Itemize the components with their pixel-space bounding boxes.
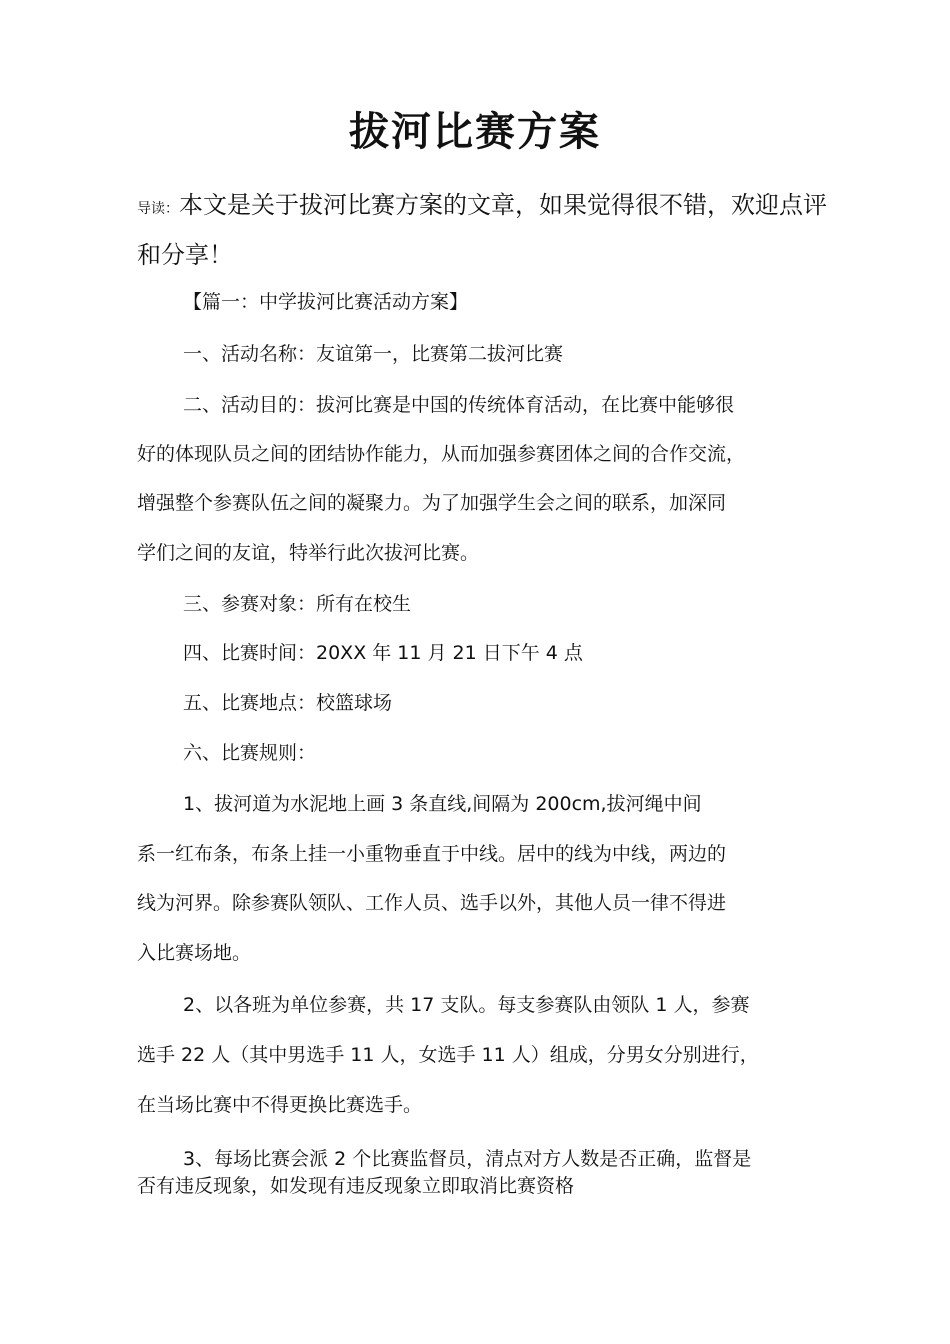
text-line: 好的体现队员之间的团结协作能力，从而加强参赛团体之间的合作交流， — [137, 443, 746, 465]
text-line: 学们之间的友谊，特举行此次拔河比赛。 — [137, 542, 480, 564]
text-line: 一、活动名称：友谊第一，比赛第二拔河比赛 — [183, 343, 564, 365]
text-line: 二、活动目的：拔河比赛是中国的传统体育活动，在比赛中能够很 — [183, 394, 735, 416]
text-line: 选手 22 人（其中男选手 11 人，女选手 11 人）组成，分男女分别进行， — [137, 1044, 759, 1066]
text-line: 1、拔河道为水泥地上画 3 条直线,间隔为 200cm,拔河绳中间 — [183, 793, 702, 815]
text-line: 线为河界。除参赛队领队、工作人员、选手以外，其他人员一律不得进 — [137, 892, 727, 914]
text-line: 否有违反现象，如发现有违反现象立即取消比赛资格 — [137, 1175, 575, 1197]
text-line: 四、比赛时间：20XX 年 11 月 21 日下午 4 点 — [183, 642, 583, 664]
intro-paragraph — [137, 182, 827, 278]
intro-text: 本文是关于拔河比赛方案的文章，如果觉得很不错，欢迎点评和分享！ — [137, 191, 827, 269]
section-heading: 【篇一：中学拔河比赛活动方案】 — [183, 291, 469, 313]
text-line: 六、比赛规则： — [183, 742, 317, 764]
text-line: 在当场比赛中不得更换比赛选手。 — [137, 1094, 423, 1116]
intro-lead: 导读： — [137, 201, 179, 217]
document-title: 拔河比赛方案 — [349, 109, 601, 155]
text-line: 增强整个参赛队伍之间的凝聚力。为了加强学生会之间的联系，加深同 — [137, 492, 727, 514]
text-line: 系一红布条，布条上挂一小重物垂直于中线。居中的线为中线，两边的 — [137, 843, 727, 865]
text-line: 2、以各班为单位参赛，共 17 支队。每支参赛队由领队 1 人，参赛 — [183, 994, 750, 1016]
text-line: 五、比赛地点：校篮球场 — [183, 692, 393, 714]
text-line: 3、每场比赛会派 2 个比赛监督员，清点对方人数是否正确，监督是 — [183, 1148, 752, 1170]
text-line: 入比赛场地。 — [137, 942, 252, 964]
text-line: 三、参赛对象：所有在校生 — [183, 593, 412, 615]
